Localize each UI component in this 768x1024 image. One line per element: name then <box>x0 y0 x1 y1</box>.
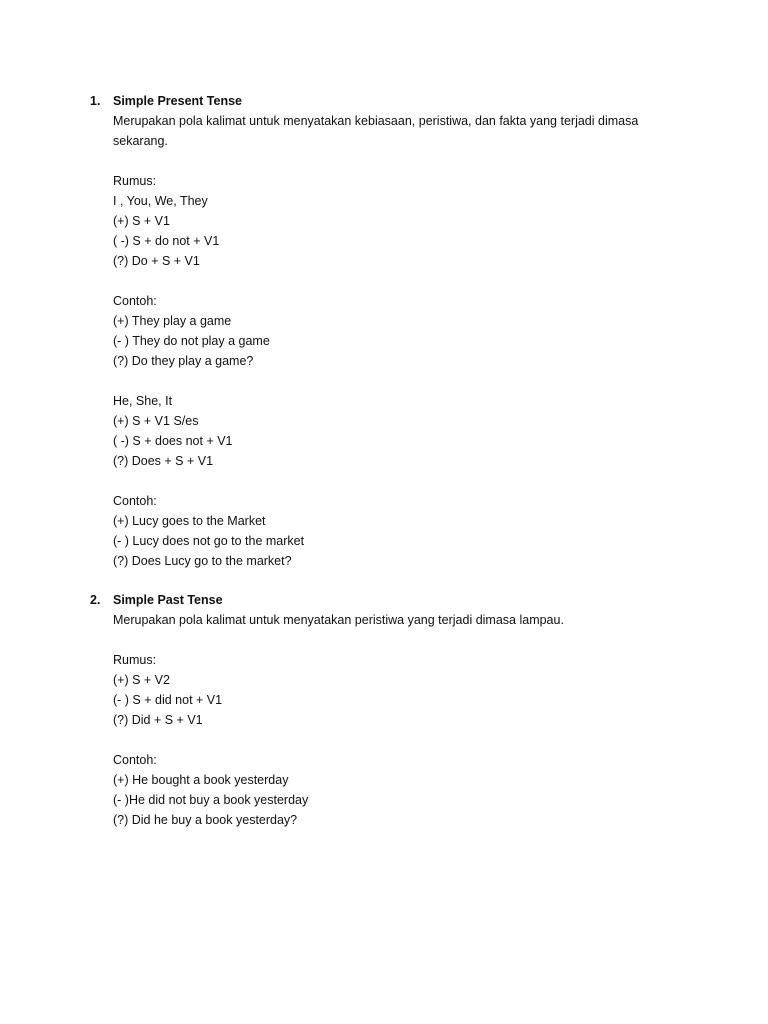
section-number: 1. <box>90 94 101 108</box>
spacer <box>113 271 673 291</box>
formula-question: (?) Do + S + V1 <box>113 254 200 268</box>
section-description: Merupakan pola kalimat untuk menyatakan peristiwa yang terjadi dimasa lampau. <box>113 613 564 627</box>
example-question: (?) Do they play a game? <box>113 354 254 368</box>
section-title: Simple Past Tense <box>113 593 223 607</box>
example-positive: (+) They play a game <box>113 314 232 328</box>
example-negative: (- ) They do not play a game <box>113 334 270 348</box>
rumus-label: Rumus: <box>113 174 157 188</box>
spacer <box>113 471 673 491</box>
spacer <box>113 630 673 650</box>
contoh-label: Contoh: <box>113 753 157 767</box>
rumus-label: Rumus: <box>113 653 157 667</box>
formula-negative: ( -) S + does not + V1 <box>113 434 233 448</box>
spacer <box>113 371 673 391</box>
section-title: Simple Present Tense <box>113 94 242 108</box>
contoh-label: Contoh: <box>113 494 157 508</box>
formula-negative: ( -) S + do not + V1 <box>113 234 220 248</box>
spacer <box>113 730 673 750</box>
formula-positive: (+) S + V2 <box>113 673 170 687</box>
section-number: 2. <box>90 593 101 607</box>
section-body <box>113 91 673 571</box>
formula-positive: (+) S + V1 <box>113 214 170 228</box>
formula-question: (?) Did + S + V1 <box>113 713 203 727</box>
section-description-line-2: sekarang. <box>113 134 168 148</box>
example-question: (?) Did he buy a book yesterday? <box>113 813 298 827</box>
example-question: (?) Does Lucy go to the market? <box>113 554 292 568</box>
example-negative: (- )He did not buy a book yesterday <box>113 793 309 807</box>
spacer <box>113 151 673 171</box>
example-positive: (+) He bought a book yesterday <box>113 773 289 787</box>
formula-negative: (- ) S + did not + V1 <box>113 693 223 707</box>
formula-question: (?) Does + S + V1 <box>113 454 214 468</box>
example-negative: (- ) Lucy does not go to the market <box>113 534 305 548</box>
example-positive: (+) Lucy goes to the Market <box>113 514 266 528</box>
formula-positive: (+) S + V1 S/es <box>113 414 199 428</box>
subjects-line: I , You, We, They <box>113 194 208 208</box>
contoh-label: Contoh: <box>113 294 157 308</box>
section-body <box>113 590 673 830</box>
section-description-line-1: Merupakan pola kalimat untuk menyatakan kebiasaan, peristiwa, dan fakta yang terjadi dimasa <box>113 114 639 128</box>
subjects-line: He, She, It <box>113 394 173 408</box>
